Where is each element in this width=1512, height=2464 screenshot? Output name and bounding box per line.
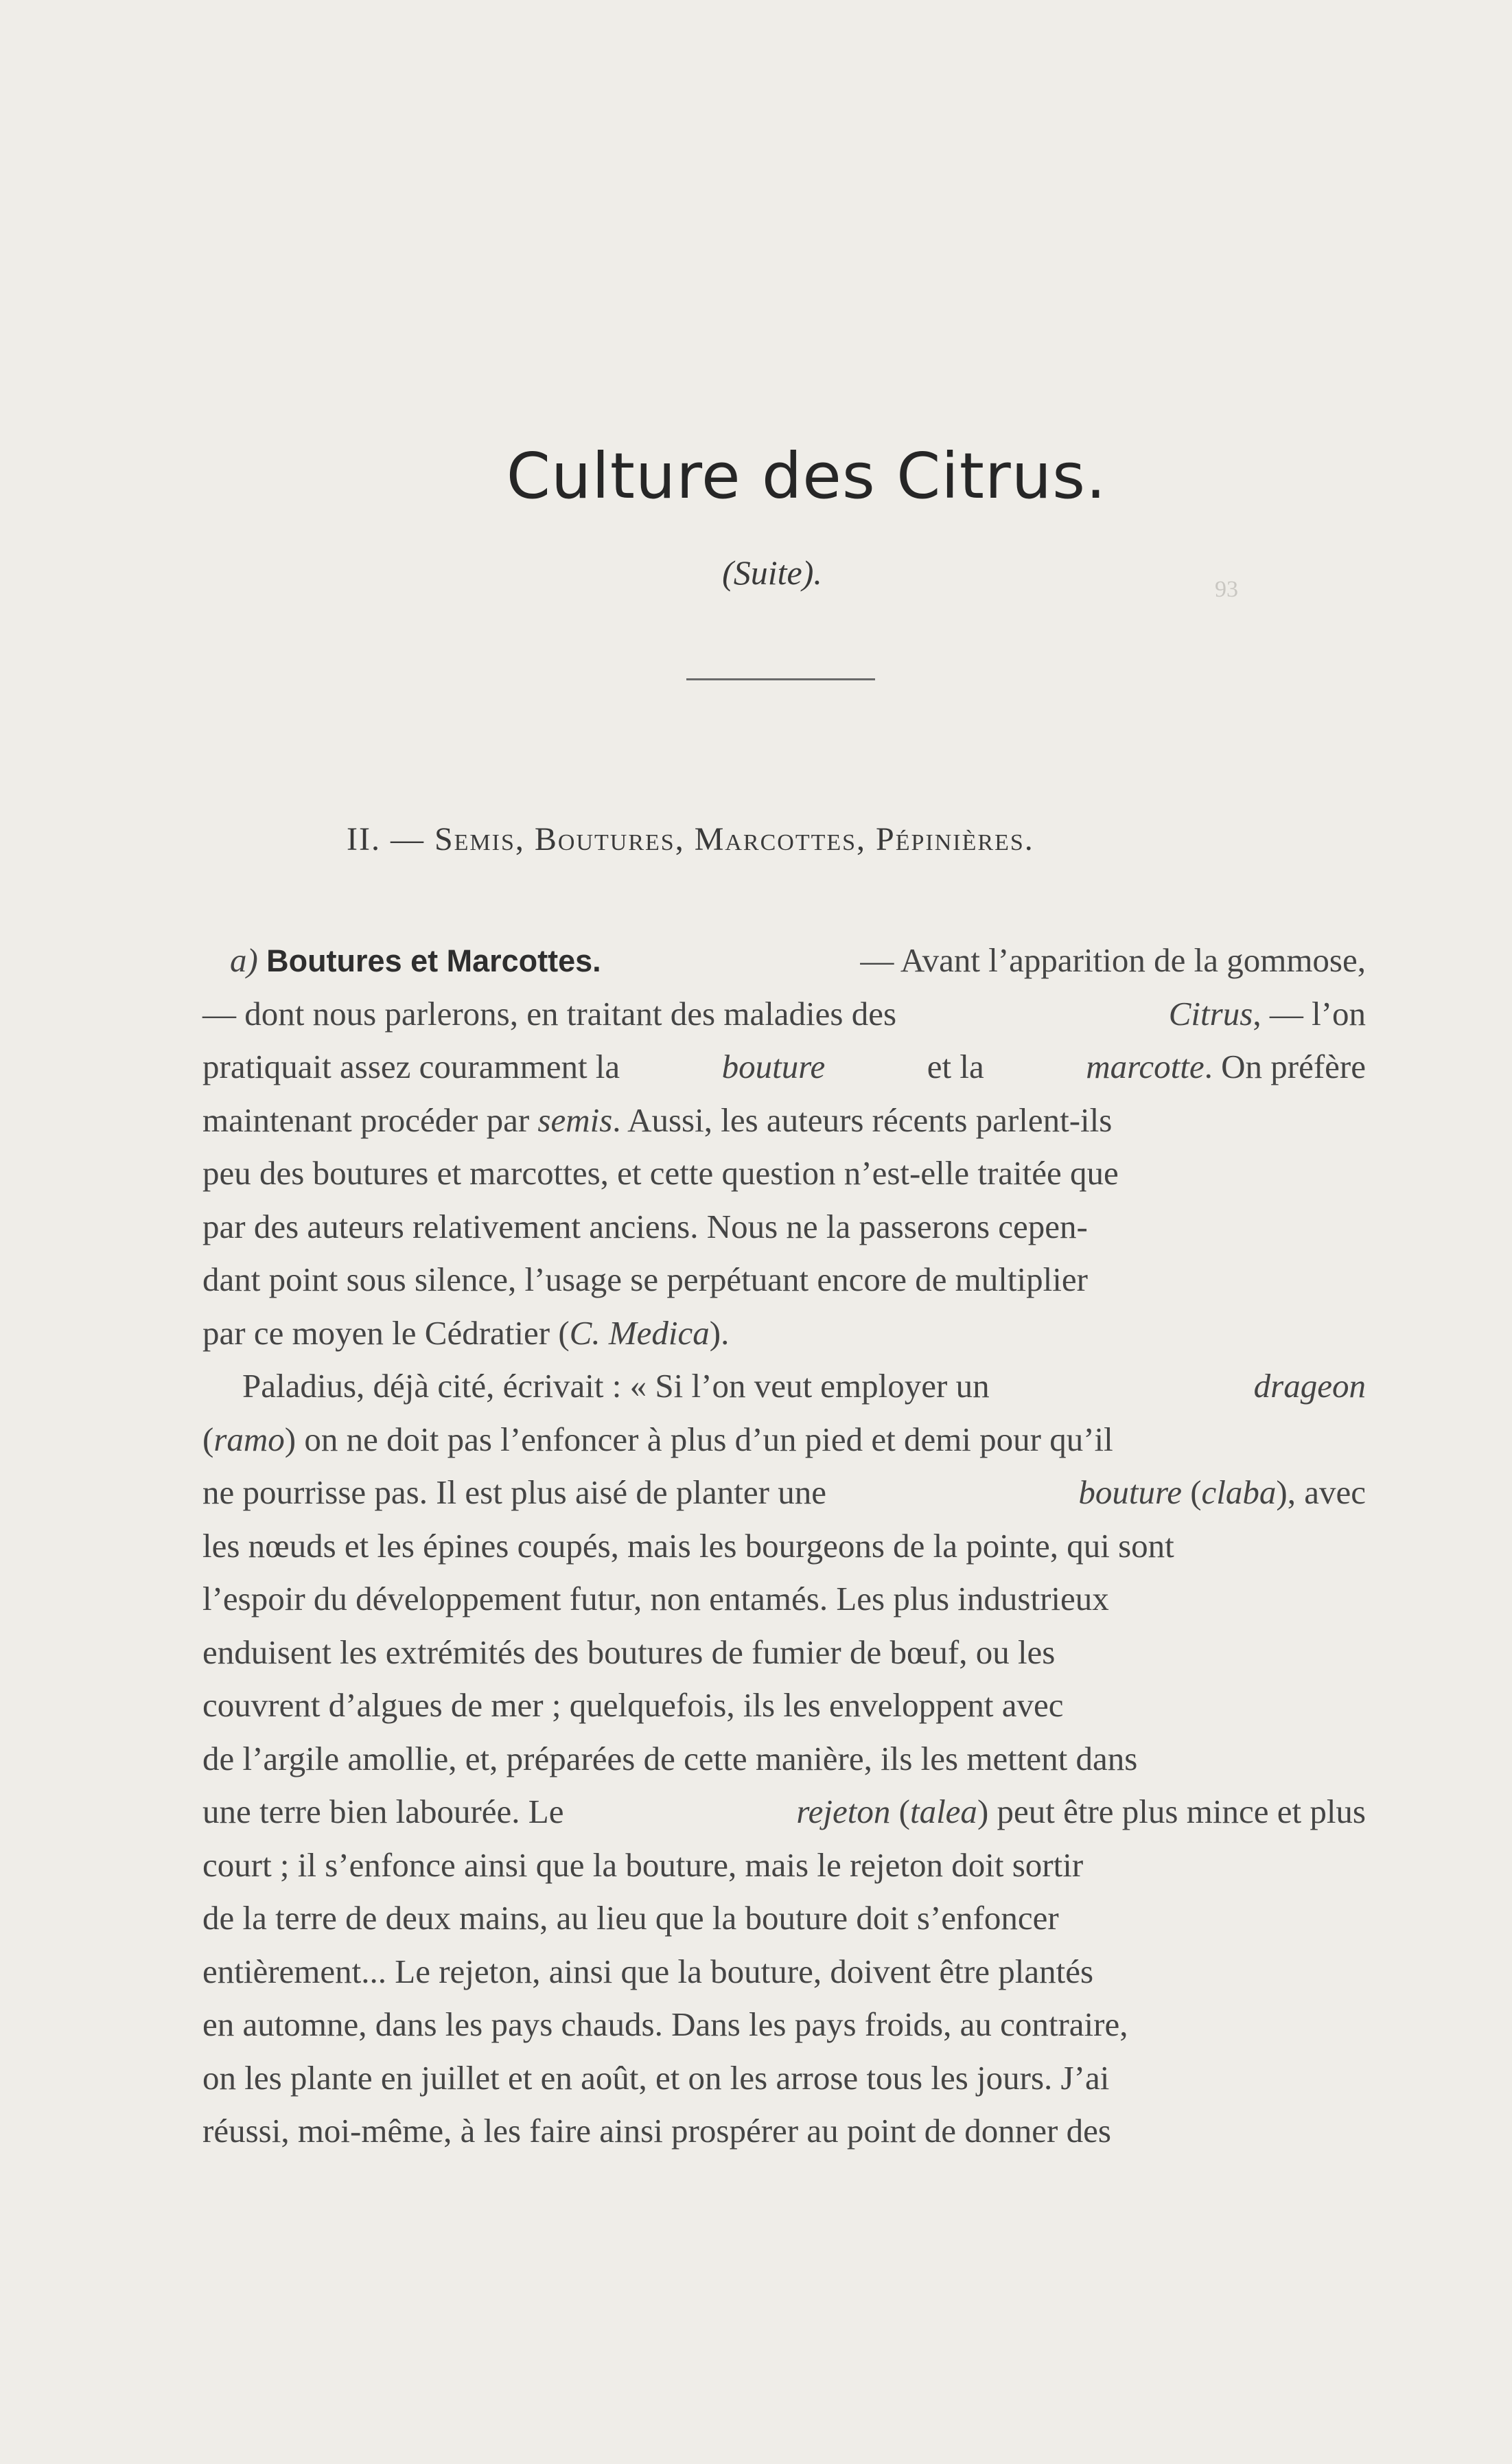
text-segment: , — l’on <box>1253 994 1366 1033</box>
text-line <box>202 2051 1366 2105</box>
text-segment <box>796 1785 1366 1839</box>
paragraph-heading: Boutures et Marcottes. <box>266 943 601 978</box>
text-line <box>202 1094 1366 1147</box>
text-segment <box>202 1413 1113 1466</box>
text-line <box>202 1839 1366 1892</box>
page-number: 93 <box>1215 577 1238 602</box>
text-segment: par ce moyen le Cédratier ( <box>202 1313 570 1352</box>
text-line <box>202 1785 1366 1839</box>
text-line <box>202 1040 1366 1094</box>
italic-term: C. Medica <box>569 1313 710 1352</box>
text-line <box>202 1200 1366 1254</box>
text-line <box>202 1147 1366 1200</box>
text-segment: — Avant l’apparition de la gommose, <box>860 941 1366 979</box>
text-line <box>202 934 1366 987</box>
text-line <box>202 1359 1366 1413</box>
text-line <box>202 987 1366 1041</box>
title-divider <box>686 678 875 680</box>
text-line <box>202 1626 1366 1679</box>
text-segment: en automne, dans les pays chauds. Dans les pays froids, au contraire, <box>202 2005 1128 2043</box>
text-segment: ) on ne doit pas l’enfoncer à plus d’un pied et demi pour qu’il <box>284 1420 1113 1458</box>
text-segment: et la <box>927 1048 984 1085</box>
text-line <box>202 1732 1366 1786</box>
text-line <box>202 1519 1366 1573</box>
text-segment: court ; il s’enfonce ainsi que la bouture, mais le rejeton doit sortir <box>202 1845 1084 1884</box>
text-segment: l’espoir du développement futur, non entamés. Les plus industrieux <box>202 1580 1109 1617</box>
text-segment <box>202 1306 729 1360</box>
text-segment: par des auteurs relativement anciens. Nous ne la passerons cepen- <box>202 1207 1088 1245</box>
text-line <box>202 1998 1366 2051</box>
text-segment: de l’argile amollie, et, préparées de cette manière, ils les mettent dans <box>202 1739 1138 1777</box>
page-title: Culture des Citrus. <box>506 439 1107 513</box>
italic-term: rejeton <box>796 1793 891 1830</box>
text-segment <box>1086 1040 1366 1094</box>
text-segment <box>202 1094 1112 1147</box>
italic-term: claba <box>1201 1473 1277 1511</box>
text-line <box>202 2104 1366 2158</box>
text-segment: on les plante en juillet et en août, et on les arrose tous les jours. J’ai <box>202 2058 1110 2097</box>
text-segment: de la terre de deux mains, au lieu que la bouture doit s’enfoncer <box>202 1899 1059 1937</box>
text-line <box>202 1306 1366 1360</box>
italic-term: bouture <box>1078 1473 1182 1511</box>
text-segment <box>230 934 601 987</box>
text-line <box>202 1466 1366 1519</box>
text-line <box>202 1945 1366 1999</box>
text-segment: entièrement... Le rejeton, ainsi que la bouture, doivent être plantés <box>202 1952 1094 1990</box>
section-heading: II. — Semis, Boutures, Marcottes, Pépinières. <box>347 821 1034 857</box>
text-segment: ( <box>1190 1473 1202 1511</box>
text-segment: couvrent d’algues de mer ; quelquefois, ils les enveloppent avec <box>202 1686 1064 1724</box>
page-subtitle: (Suite). <box>722 553 822 592</box>
text-segment: ), avec <box>1276 1473 1366 1511</box>
text-segment: Paladius, déjà cité, écrivait : « Si l’on veut employer un <box>242 1367 990 1405</box>
text-segment: . Aussi, les auteurs récents parlent-ils <box>612 1101 1113 1139</box>
body-text <box>202 934 1366 2158</box>
text-segment: peu des boutures et marcottes, et cette question n’est-elle traitée que <box>202 1154 1119 1192</box>
text-segment: maintenant procéder par <box>202 1101 530 1139</box>
text-line <box>202 1572 1366 1626</box>
text-line <box>202 1891 1366 1945</box>
text-segment <box>1169 987 1366 1041</box>
text-segment: ( <box>898 1793 910 1830</box>
italic-term: talea <box>909 1793 977 1830</box>
text-line <box>202 1679 1366 1732</box>
text-segment: les nœuds et les épines coupés, mais les bourgeons de la pointe, qui sont <box>202 1526 1174 1565</box>
text-segment: ) peut être plus mince et plus <box>977 1793 1366 1830</box>
text-segment: une terre bien labourée. Le <box>202 1793 564 1830</box>
text-segment: enduisent les extrémités des boutures de fumier de bœuf, ou les <box>202 1633 1056 1671</box>
italic-term: ramo <box>213 1420 285 1458</box>
item-marker: a) <box>230 941 258 979</box>
italic-term: bouture <box>721 1048 826 1085</box>
text-segment: ( <box>202 1420 214 1458</box>
text-line <box>202 1413 1366 1466</box>
text-segment <box>1078 1466 1366 1519</box>
text-segment: pratiquait assez couramment la <box>202 1048 620 1085</box>
italic-term: drageon <box>1253 1367 1366 1405</box>
text-segment: dant point sous silence, l’usage se perpétuant encore de multiplier <box>202 1260 1088 1298</box>
text-segment: — dont nous parlerons, en traitant des maladies des <box>202 994 897 1033</box>
italic-term: marcotte <box>1086 1048 1205 1085</box>
text-segment: ne pourrisse pas. Il est plus aisé de planter une <box>202 1473 826 1511</box>
italic-term: semis <box>537 1101 613 1139</box>
text-segment: réussi, moi-même, à les faire ainsi prospérer au point de donner des <box>202 2112 1111 2150</box>
text-segment: ). <box>709 1313 730 1352</box>
text-segment: . On préfère <box>1204 1048 1366 1085</box>
italic-term: Citrus <box>1168 994 1253 1033</box>
text-line <box>202 1253 1366 1306</box>
